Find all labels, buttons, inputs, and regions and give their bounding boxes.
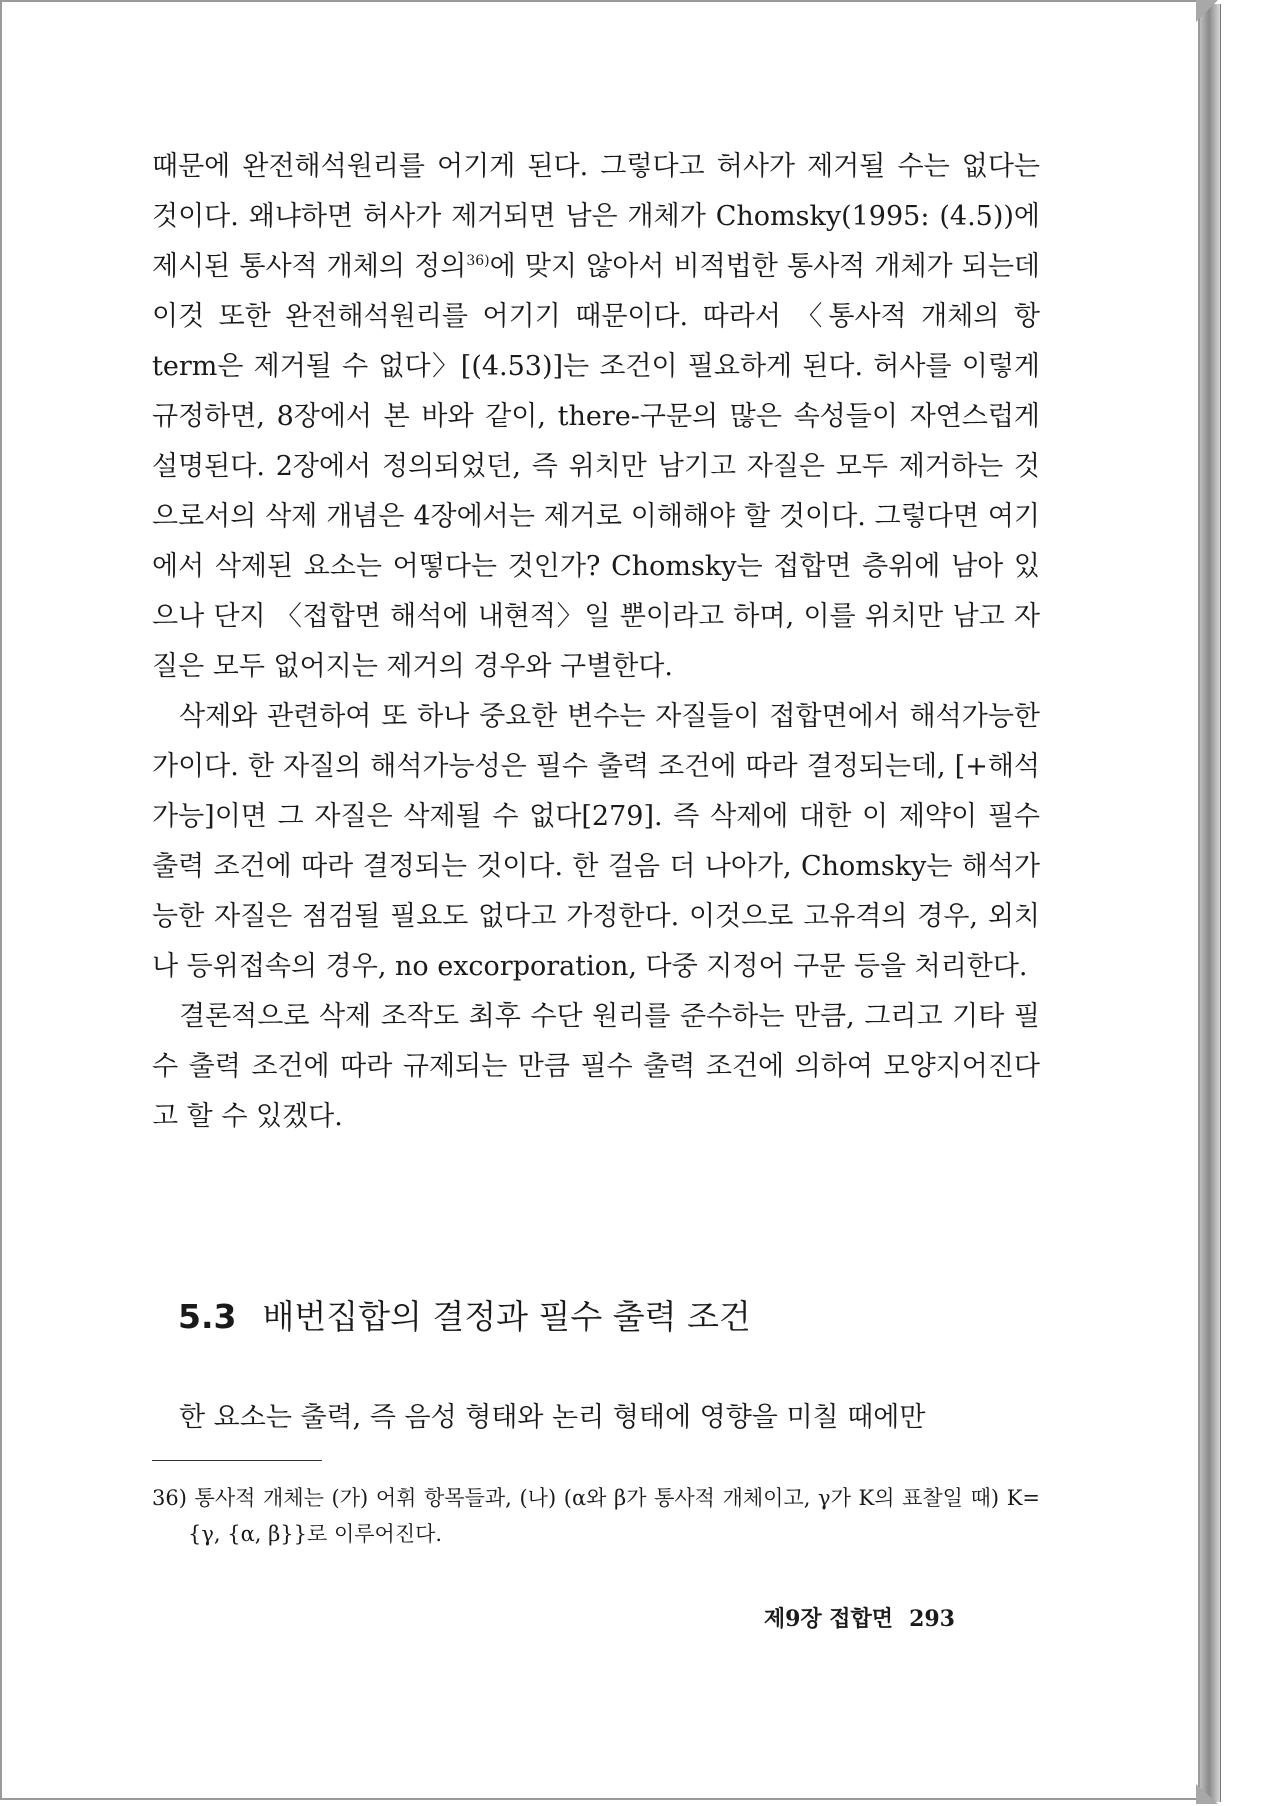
paragraph-2: 삭제와 관련하여 또 하나 중요한 변수는 자질들이 접합면에서 해석가능한가이다. 한 자질의 해석가능성은 필수 출력 조건에 따라 결정되는데, [+해석가능]이면 그 자질은 삭제될 수 없다[279]. 즉 삭제에 대한 이 제약이 필수 출력 조건에 따라 결정되는 것이다. 한 걸음 더 나아가, Chomsky는 해석가능한 자질은 점검될 필요도 없다고 가정한다. 이것으로 고유격의 경우, 외치나 등위접속의 경우, no excorporation, 다중 지정어 구문 등을 처리한다. bbox=[152, 701, 1040, 982]
footnote-marker[interactable]: 36) bbox=[466, 253, 490, 269]
page-corner-bottom bbox=[1196, 1784, 1218, 1804]
footnote bbox=[152, 1480, 1040, 1552]
paragraph-1-part-1: 때문에 완전해석원리를 어기게 된다. 그렇다고 허사가 제거될 수는 없다는 것이다. 왜냐하면 허사가 제거되면 남은 개체가 Chomsky(1995: (4.5))에 제시된 통사적 개체의 정의 bbox=[152, 151, 1040, 282]
page-footer bbox=[764, 1602, 955, 1633]
section-title: 배번집합의 결정과 필수 출력 조건 bbox=[262, 1297, 751, 1336]
paragraph-1 bbox=[152, 142, 1040, 692]
page-stack-edge bbox=[1200, 4, 1221, 1802]
section-first-line: 한 요소는 출력, 즉 음성 형태와 논리 형태에 영향을 미칠 때에만 bbox=[179, 1402, 926, 1433]
paragraph-3: 결론적으로 삭제 조작도 최후 수단 원리를 준수하는 만큼, 그리고 기타 필수 출력 조건에 따라 규제되는 만큼 필수 출력 조건에 의하여 모양지어진다고 할 수 있겠다. bbox=[152, 1001, 1040, 1132]
section-number: 5.3 bbox=[178, 1297, 237, 1336]
footnote-text: 36) 통사적 개체는 (가) 어휘 항목들과, (나) (α와 β가 통사적 개체이고, γ가 K의 표찰일 때) K={γ, {α, β}}로 이루어진다. bbox=[152, 1486, 1040, 1546]
page-corner-top bbox=[1196, 0, 1218, 22]
paragraph-1-part-2: 에 맞지 않아서 비적법한 통사적 개체가 되는데 이것 또한 완전해석원리를 어기기 때문이다. 따라서 〈통사적 개체의 항term은 제거될 수 없다〉[(4.53)]는 조건이 필요하게 된다. 허사를 이렇게 규정하면, 8장에서 본 바와 같이, there-구문의 많은 속성들이 자연스럽게 설명된다. 2장에서 정의되었던, 즉 위치만 남기고 자질은 모두 제거하는 것으로서의 삭제 개념은 4장에서는 제거로 이해해야 할 것이다. 그렇다면 여기에서 삭제된 요소는 어떻다는 것인가? Chomsky는 접합면 층위에 남아 있으나 단지 〈접합면 해석에 내현적〉일 뿐이라고 하며, 이를 위치만 남고 자질은 모두 없어지는 제거의 경우와 구별한다. bbox=[152, 251, 1040, 682]
section-heading bbox=[178, 1292, 751, 1342]
page-number: 293 bbox=[909, 1606, 955, 1632]
running-title: 제9장 접합면 bbox=[763, 1606, 894, 1632]
body-text bbox=[152, 142, 1040, 1142]
footnote-divider bbox=[152, 1460, 322, 1461]
